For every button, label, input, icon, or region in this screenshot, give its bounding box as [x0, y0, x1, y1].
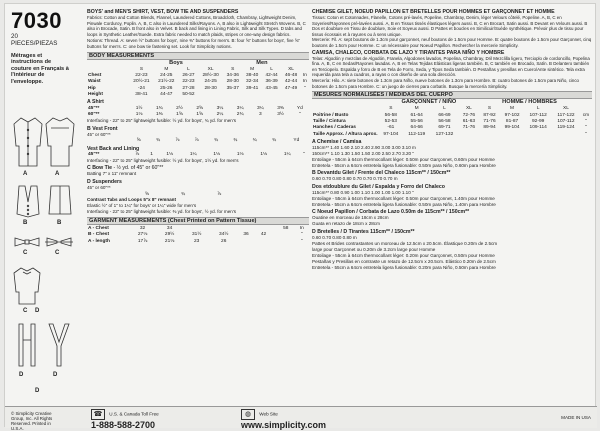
table-cell: ¾: [155, 138, 160, 144]
fr-item-title: D Bretelles / D Tirantes 115cm** / 150cm**: [312, 228, 415, 235]
row-label: B - Chest: [88, 232, 110, 238]
figure-label-b: B: [23, 220, 28, 226]
table-cell: 42-44: [265, 73, 278, 79]
vest-front-title: B Vest Front: [87, 125, 118, 132]
fr-item-title: A Chemise / Camisa: [312, 138, 362, 145]
row-label: Waist: [88, 79, 101, 85]
table-cell: 21½-22: [158, 79, 175, 85]
table-cell: 107-112: [529, 112, 547, 118]
table-cell: 1⅛: [236, 152, 244, 158]
table-cell: 46-48: [284, 73, 298, 79]
table-cell: 1: [150, 152, 153, 158]
table-row: [87, 92, 309, 98]
table-cell: -61: [387, 125, 395, 131]
pattern-envelope-back: [4, 3, 596, 431]
table-row: [87, 238, 309, 244]
fr-item-line: Pattes et Brides contrastantes un morceau de 12.5cm x 20.5cm. Élastique 0.20m de 2.5cm: [312, 240, 498, 246]
shirt-front-illustration: [13, 116, 43, 168]
table-cell: 24-25: [204, 79, 217, 85]
figure-label-a-back: A: [55, 171, 60, 177]
table-cell: 56-58: [438, 118, 451, 124]
shirt-yardage-table: [87, 105, 309, 118]
fr-item-line: large pour Garçonnet ou 0.20m de 3.2cm large pour Homme: [312, 246, 436, 252]
table-cell: 34-36: [226, 73, 239, 79]
table-cell: 97-104: [383, 131, 399, 137]
table-cell: ¾: [252, 138, 257, 144]
table-cell: 35-37: [226, 85, 239, 91]
pattern-number: 7030: [11, 8, 62, 33]
figure-label-c-back: C: [55, 250, 60, 256]
table-cell: 3¼: [236, 106, 244, 112]
table-cell: ": [298, 112, 301, 118]
table-cell: 34½: [219, 232, 229, 238]
table-cell: 27-28: [182, 85, 195, 91]
english-title: BOYS' and MEN'S SHIRT, VEST, BOW TIE AND SUSPENDERS: [87, 9, 239, 15]
footer: [5, 406, 597, 431]
fr-item-title: Dos etdoublure du Gilet / Espalda y Forro del Chaleco: [312, 183, 445, 190]
table-cell: ⅝: [136, 138, 141, 144]
table-cell: 61-63: [462, 118, 476, 124]
table-cell: 69-71: [438, 125, 451, 131]
vest-front-illustration: [15, 184, 41, 218]
english-column: [87, 9, 309, 245]
table-cell: [552, 131, 580, 137]
table-cell: 52-53: [384, 118, 397, 124]
table-cell: 29½: [164, 232, 175, 238]
french-yardage-items: [312, 139, 592, 271]
pieces-count: 20 PIECES/PIEZAS: [11, 33, 58, 47]
shirt-back-illustration: [45, 116, 75, 168]
french-measurements-table: [312, 99, 592, 137]
phone-caption: U.S. & Canada Toll Free: [109, 411, 159, 417]
table-cell: ¾: [271, 138, 276, 144]
row-label: A - Chest: [88, 226, 109, 232]
table-cell: 21⅛: [164, 238, 175, 244]
table-cell: [301, 92, 309, 98]
table-cell: 28-30: [226, 79, 239, 85]
table-cell: 87-92: [483, 112, 496, 118]
row-label: Hip: [88, 85, 96, 91]
table-cell: 107-112: [557, 118, 575, 124]
garment-measurements-table: [87, 225, 309, 244]
fr-item-line: Entretela - 55cm a 64cm entretela ligera fusionable: 0.50m para Niño, 1.40m para Hombre: [312, 201, 496, 207]
table-cell: 55-56: [410, 118, 423, 124]
table-cell: ⅝: [145, 191, 150, 197]
table-cell: [479, 131, 500, 137]
table-cell: 34: [166, 226, 173, 232]
table-cell: 71-76: [462, 125, 476, 131]
table-cell: 50-52: [182, 92, 195, 98]
table-cell: 38-41: [135, 92, 148, 98]
men-group-label: Men: [256, 59, 268, 66]
row-label: Chest: [88, 73, 102, 79]
table-cell: 1½: [135, 106, 143, 112]
fr-item-line: Entretela - 55cm a 64cm entretela ligera fusionable: 0.20m para Niño, 0.50m para Hombre: [312, 264, 496, 270]
fr-item-line: 0.60 0.70 0.80 0.80 0.70 0.70 0.70 0.70 m: [312, 176, 398, 182]
table-cell: 81-87: [505, 118, 519, 124]
fr-item-line: 115cm** 0.80 0.90 1.00 1.10 1.00 1.00 1.00 1.10 ": [312, 189, 414, 195]
fr-item-line: Entoilage - 55cm à 64cm thermocollant léger: 0.20m pour Garçonnet, 0.50m pour Homme: [312, 252, 495, 258]
table-cell: 58: [283, 226, 289, 232]
suspenders-front-illustration: [13, 322, 41, 368]
suspenders-title: D Suspenders: [87, 178, 122, 185]
table-cell: 43-45: [265, 85, 278, 91]
fr-sizes-row: S M L XL S M L XL: [389, 106, 569, 112]
table-cell: 1⅝: [196, 112, 204, 118]
suspenders-back-illustration: [45, 322, 73, 368]
table-cell: In: [302, 73, 307, 79]
fr-item-line: Pestañas y Presillas en contraste un retazo de 12.5cm x 20.5cm. Elástico 0.20m de 2.5cm: [312, 258, 496, 264]
metrage-note: Métrages et instructions de couture en Français à l'intérieur de l'enveloppe.: [11, 53, 69, 85]
figure-label-d: D: [19, 372, 24, 378]
table-cell: 1¼: [189, 152, 197, 158]
french-spanish-column: [312, 9, 592, 271]
vest-back-interfacing: Interfacing - 22" to 25" lightweight fusible: ½ yd. for boys', 1½ yd. for men's: [87, 157, 239, 163]
fr-item-line: 115cm** 1.40 1.60 2.10 2.40 2.90 3.00 3.00 3.10 m: [312, 144, 416, 150]
fr-item-line: Entretela - 55cm a 64cm entretela ligera fusionable: 0.50m para Niño, 0.60m para Hombre: [312, 162, 496, 168]
website-link[interactable]: www.simplicity.com: [241, 420, 327, 430]
telas-text: Telas: Algodón y mezclas de Algodón, Franela, Algodones lavados, Popelina, Chambray, Dril Mezclilla ligero, Tercioplo de cordoncillo, Popelina fina. A, B, C en Sedas/Rayones lavadas. A, B en Telas Tejidas Elásticas ligeras también. B, C también en Brocado, Satín. B Delantero también en Terciopelo. Espalda y forro de B en Tela de Forro, Seda, y Tipos Seda también. D Pestañas y presillas en Cuero/Ante sintético. Tela extra requerida para tela a cuadros, a rayas o con diseño de una sola dirección.: [312, 55, 590, 78]
fabrics-text: Fabrics: Cotton and Cotton Blends, Flannel, Laundered Cottons, Broadcloth, Chambray, Lightweight Denim, Pinwale Corduroy, Poplin. A, B, C also in Laundered Silks/Rayons. A, B also in Lightweight Stretch Wovens. B, C also in Brocade, Satin. B front also in Velvet. B back and lining in Lining Fabric, Silk and Silk Types. D tabs and loops in Synthetic Leather/Suede. Extra fabric needed to match plaids, stripes or one-way design fabrics.: [87, 15, 306, 37]
table-cell: 99-104: [504, 125, 520, 131]
fr-item-line: Guata en retazo de 18cm x 28cm: [312, 221, 380, 227]
table-cell: ⅞: [175, 138, 180, 144]
shirt-with-bowtie-illustration: [13, 266, 41, 306]
table-cell: ¾: [181, 191, 186, 197]
table-cell: Yd: [296, 106, 303, 112]
table-cell: cm: [582, 112, 590, 118]
table-cell: 42: [260, 232, 267, 238]
figure-label-b-back: B: [57, 220, 62, 226]
table-cell: 1⅝: [176, 112, 183, 118]
table-cell: 66-69: [438, 112, 451, 118]
garment-measurements-title: GARMENT MEASUREMENTS (Chest Printed on Pattern Tissue): [87, 217, 309, 225]
table-cell: [237, 238, 255, 244]
table-cell: 31½: [191, 232, 202, 238]
table-cell: ⅞: [217, 191, 222, 197]
merceria-text: Mercería: Hilo. A: siete botones de 1.3cm para Niño, nueve botones de 1.3cm para Hombre. B: cuatro botones de 1.5cm para Niño, cinco botones de 1.5cm para Hombre. C: un juego de cierres para corbatín. Busque la mercería Simplicity.: [312, 77, 579, 89]
table-cell: 28-30: [204, 85, 217, 91]
web-block: [241, 409, 326, 430]
homme-group-label: HOMME / HOMBRES: [502, 99, 557, 106]
phone-number[interactable]: 1-888-588-2700: [91, 420, 156, 430]
table-cell: 2¾: [236, 112, 244, 118]
figure-label-c: C: [23, 250, 28, 256]
table-cell: ¾: [213, 138, 218, 144]
table-cell: 1⅛: [213, 152, 221, 158]
table-cell: 71-76: [483, 118, 496, 124]
row-label: [87, 138, 129, 144]
table-cell: 2½: [176, 106, 183, 112]
table-cell: [281, 92, 300, 98]
table-cell: ": [585, 118, 587, 124]
table-cell: 26-27: [182, 73, 195, 79]
table-cell: [198, 92, 223, 98]
table-cell: In: [299, 226, 304, 232]
table-cell: 1⅛: [135, 112, 143, 118]
suspenders-fabric: 45" or 60"**: [87, 184, 111, 190]
spanish-title: CAMISA, CHALECO, CORBATA DE LAZO Y TIRANTES PARA NIÑO Y HOMBRE: [312, 49, 505, 56]
bow-tie-back-illustration: [45, 236, 73, 248]
fr-item-line: 150cm** 1.10 1.30 1.50 1.50 2.00 2.50 2.70 3.20 ": [312, 150, 415, 156]
shirt-interfacing: Interfacing - 22" to 25" lightweight fusible: ½ yd. for boys', ¾ yd. for men's: [87, 118, 237, 124]
table-cell: ⅞: [194, 138, 199, 144]
table-cell: 23: [193, 238, 200, 244]
garconnet-group-label: GARÇONNET / NIÑO: [401, 99, 457, 106]
copyright-text: © Simplicity Creative Group, Inc. All Rights Reserved. Printed in U.S.A.: [11, 411, 53, 431]
table-cell: 3½: [277, 112, 284, 118]
vest-back-title: Vest Back and Lining: [87, 145, 140, 152]
fr-item-line: Ouatine en morceau de 18cm x 28cm: [312, 215, 389, 221]
table-cell: 42-44: [284, 79, 298, 85]
table-row: [312, 131, 592, 137]
figure-label-c2: C: [23, 308, 28, 314]
table-cell: -24: [137, 85, 145, 91]
phone-icon: ☎: [91, 409, 105, 420]
table-cell: 3: [258, 112, 262, 118]
table-cell: Yd: [293, 138, 300, 144]
boys-group-label: Boys: [169, 59, 183, 66]
vest-front-yardage-table: [87, 138, 309, 144]
table-cell: 64-66: [410, 125, 423, 131]
notions-text: Notions: Thread. A: seven ½" buttons for boys', nine ⅜" buttons for men's. B: four ⅝" buttons for boys', five ⅝" buttons for men's. C: one bow tie fastening set. Look for Simplicity notions.: [87, 38, 300, 49]
suspenders-interfacing: Interfacing - 22" to 25" lightweight fusible: ⅜ yd. for boys', ½ yd. for men's: [87, 209, 237, 215]
table-cell: 97-102: [504, 112, 520, 118]
row-label: 45"**: [88, 106, 100, 112]
table-cell: 32: [139, 226, 146, 232]
web-caption: Web Site: [259, 411, 278, 417]
table-cell: 112-119: [408, 131, 426, 137]
table-cell: 56-58: [384, 112, 397, 118]
made-in-label: MADE IN USA: [561, 415, 591, 420]
table-cell: 32-34: [246, 79, 259, 85]
table-cell: 1⅛: [166, 152, 174, 158]
fr-item-line: 0.60 0.70 0.80 0.80 m: [312, 234, 357, 240]
table-cell: [255, 238, 273, 244]
table-cell: 38-40: [246, 73, 259, 79]
table-cell: ": [300, 238, 303, 244]
table-cell: 109-114: [529, 125, 547, 131]
tissus-text: Tissus: Coton et Cotonnades, Flanelle, Cotons pré-lavés, Popeline, Chambray, Denim, léger Velours côtelé, Popeline. A, B, C en Soyeries/Rayonnes pré-lavées aussi. A, B en Tissus tissés élastiques légers aussi. B, C en Brocart, Satin aussi. B Devant en Velours aussi. B Dos et doublure en Tissu de doublure, Soie et Soyeux aussi. D Pattes et boucles en Similicuir/Suède synthétique. Prévoir plus de tissu pour tissus écossais et à rayures ou à sens unique.: [312, 15, 588, 37]
fr-item-title: B Devantdu Gilet / Frente del Chaleco 115cm** / 150cm**: [312, 170, 451, 177]
row-label: Height: [88, 92, 103, 98]
french-title: CHEMISE GILET, NOEUD PAPILLON ET BRETELLES POUR HOMMES ET GARÇONNET ET HOMME: [312, 9, 555, 15]
suspenders-contrast: Contrast Tabs and Loops 5"x 8" remnant: [87, 197, 177, 203]
table-cell: 3¼: [216, 106, 224, 112]
table-cell: 20½-21: [133, 79, 150, 85]
table-cell: ": [300, 232, 303, 238]
table-cell: 3¼: [256, 106, 264, 112]
suspenders-elastic: Elastic ½" of 1" to 1¼" for boys' or 1¼" wide for men's: [87, 203, 197, 209]
figure-label-d3: D: [35, 388, 40, 394]
table-cell: 22-23: [135, 73, 148, 79]
table-cell: ⅞: [135, 152, 140, 158]
table-cell: 36-39: [265, 79, 278, 85]
row-label: Hanches / Caderas: [313, 125, 356, 131]
table-cell: [277, 238, 295, 244]
sizes-row: S M L XL S M L XL: [139, 66, 294, 72]
table-cell: 25-26: [160, 85, 173, 91]
table-cell: 28½-30: [202, 73, 219, 79]
row-label: 60"**: [88, 112, 100, 118]
table-cell: 1¾: [155, 106, 163, 112]
table-cell: 119-124: [557, 125, 575, 131]
table-cell: 24-25: [160, 73, 173, 79]
mercerie-text: Mercerie: Fil. A: sept boutons de 1.3cm pour garçonnet, neuf boutons de 1.5cm pour Homme. B: quatre boutons de 1.5cm pour Garçonnet, cinq boutons de 1.5cm pour Homme. C: un nécessaire pour Noeud Papillon. Rechercher la mercerie Simplicity.: [312, 37, 592, 48]
row-label: Taille / Cintura: [313, 118, 346, 124]
table-cell: ": [304, 85, 306, 91]
table-cell: 2¼: [216, 112, 224, 118]
bow-tie-batting: Batting 7" x 11" remnant: [87, 171, 137, 177]
bow-tie-title: C Bow Tie - ½ yd. of 45" or 60"**: [87, 165, 164, 172]
table-cell: ": [585, 131, 587, 137]
figure-label-d2: D: [35, 308, 40, 314]
phone-block: [91, 409, 159, 430]
row-label: 45"**: [88, 152, 100, 158]
table-cell: 127-132: [435, 131, 454, 137]
table-cell: 1¼: [283, 152, 291, 158]
table-cell: ": [585, 125, 587, 131]
table-cell: 72-76: [462, 112, 476, 118]
table-cell: 17⅞: [137, 238, 148, 244]
table-cell: 27⅛: [137, 232, 148, 238]
shirt-title: A Shirt: [87, 99, 104, 106]
table-cell: [500, 131, 524, 137]
fr-item-line: Entoilage - 55cm à 64cm thermocollant léger: 0.50m pour Garçonnet, 0.60m pour Homme: [312, 156, 495, 162]
row-label: Poitrine / Busto: [313, 112, 349, 118]
row-label: Taille Approx. / Altura aprox.: [313, 131, 378, 137]
table-cell: In: [302, 79, 307, 85]
table-cell: ": [303, 152, 305, 158]
table-cell: 26: [221, 238, 227, 244]
body-measurements-table: [87, 60, 309, 98]
fr-item-line: Entoilage - 55cm à 64cm thermocollant léger: 0.50m pour Garçonnet, 1.40m pour Homme: [312, 195, 495, 201]
bow-tie-illustration: [13, 236, 41, 248]
body-measurements-title: BODY MEASUREMENTS: [87, 52, 309, 60]
table-cell: 2⅝: [196, 106, 204, 112]
table-cell: [524, 131, 552, 137]
vest-front-fabric: 45" or 60"**: [87, 131, 111, 137]
figure-label-d-back: D: [53, 372, 58, 378]
fr-item-title: C Noeud Papillon / Corbata de Lazo 0.50m de 115cm** / 150cm**: [312, 209, 470, 216]
table-cell: 1⅛: [260, 152, 268, 158]
left-column: [11, 8, 69, 85]
table-cell: 92-99: [532, 118, 545, 124]
table-cell: [242, 92, 261, 98]
table-cell: 89-94: [483, 125, 496, 131]
table-cell: 3⅜: [277, 106, 284, 112]
table-cell: [262, 92, 281, 98]
table-cell: 22-23: [182, 79, 195, 85]
row-label: A - length: [88, 238, 110, 244]
table-cell: [223, 92, 242, 98]
table-cell: 39-41: [246, 85, 259, 91]
globe-icon: ◍: [241, 409, 255, 420]
table-cell: 117-122: [557, 112, 575, 118]
table-cell: 47-49: [284, 85, 298, 91]
figure-label-a: A: [23, 171, 28, 177]
vest-back-illustration: [47, 184, 73, 218]
table-cell: ¾: [233, 138, 238, 144]
french-measurements-title: MESURES NORMALISÉES / MEDIDAS DEL CUERPO: [312, 91, 592, 99]
table-row: [87, 138, 309, 144]
table-cell: 44-47: [160, 92, 173, 98]
table-cell: [459, 131, 480, 137]
table-cell: 1⅜: [155, 112, 163, 118]
table-cell: 61-64: [410, 112, 423, 118]
table-cell: 36: [243, 232, 249, 238]
